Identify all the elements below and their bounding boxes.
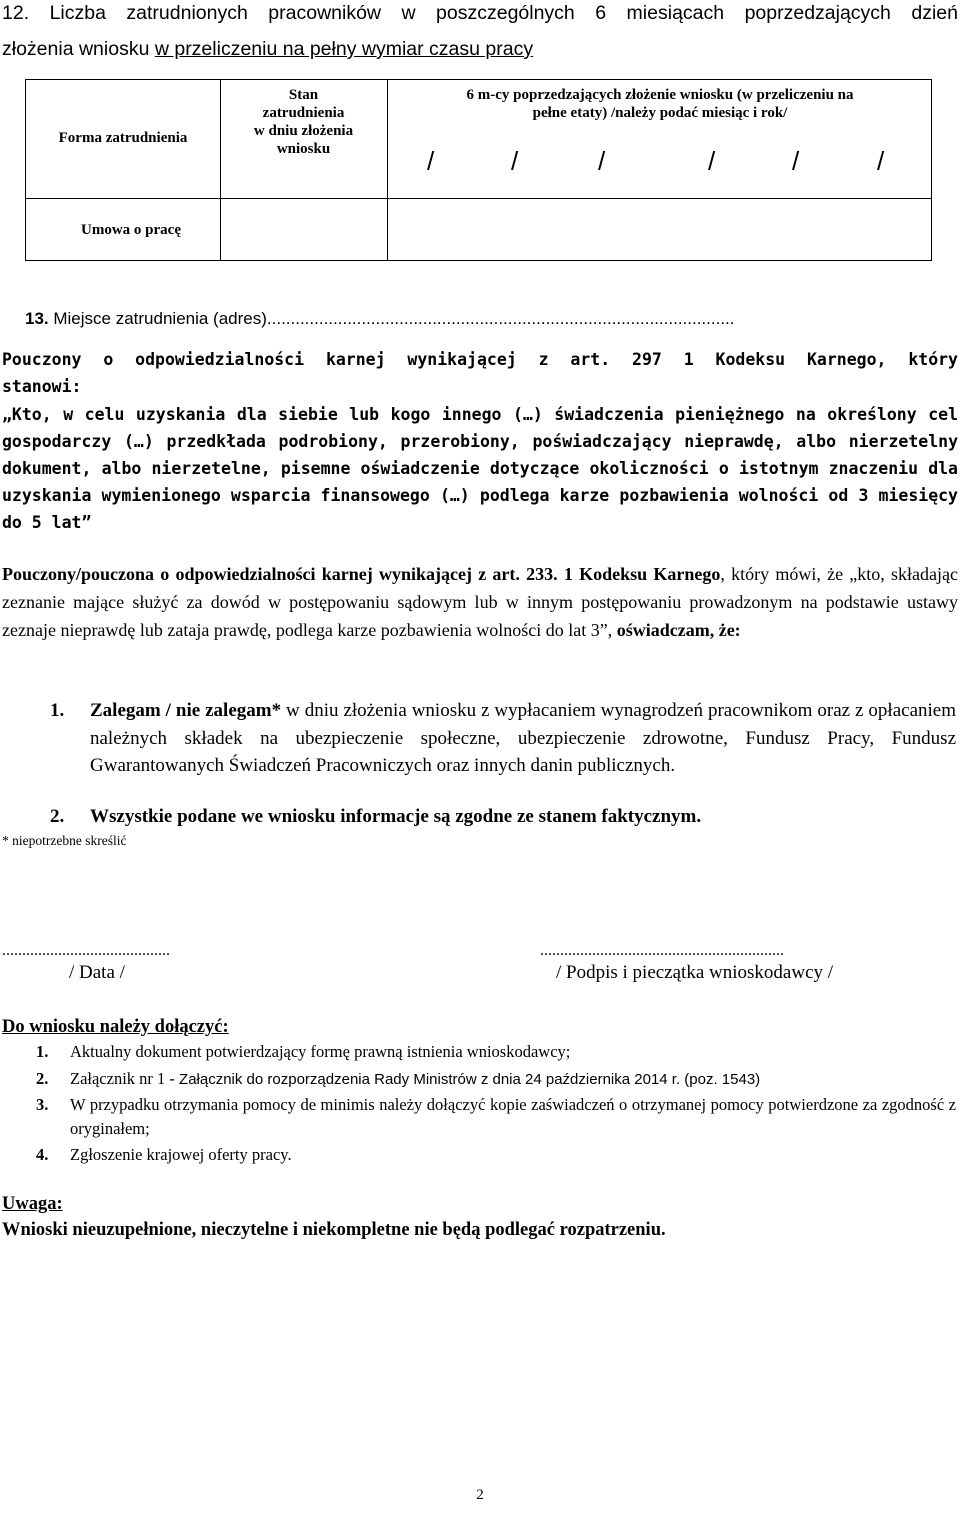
- page-number: 2: [476, 1487, 484, 1503]
- attachment-text: Zgłoszenie krajowej oferty pracy.: [70, 1145, 292, 1164]
- attachment-item: [36, 1143, 956, 1167]
- attachment-item: [36, 1093, 956, 1141]
- notice-art-233-declare: oświadczam, że:: [616, 620, 741, 640]
- section-13-number: 13.: [25, 309, 49, 328]
- month-slot-1[interactable]: /: [427, 146, 435, 176]
- date-label: / Data /: [69, 962, 125, 983]
- declaration-bold: Wszystkie podane we wniosku informacje są zgodne ze stanem faktycznym.: [90, 806, 702, 827]
- header-line: Stan: [288, 87, 319, 103]
- notice-art-233: [2, 560, 958, 644]
- declaration-number: 1.: [50, 700, 65, 721]
- notice-art-233-text: , który mówi, że „kto, składając zeznanie mające służyć za dowód w postępowaniu sądowym lub w innym postępowaniu prowadzonym na podstawie ustawy zeznaje nieprawdę lub zataja prawdę, podlega karze pozbawienia wolności do lat 3”,: [2, 564, 958, 640]
- declaration-item: [50, 697, 956, 780]
- employment-table: [25, 79, 932, 261]
- header-line: w dniu złożenia: [253, 123, 354, 139]
- attachments-title: Do wniosku należy dołączyć:: [2, 1017, 229, 1037]
- section-12-heading-continued: [2, 38, 533, 61]
- month-slot-3[interactable]: /: [598, 146, 606, 176]
- month-slot-2[interactable]: /: [511, 146, 519, 176]
- declaration-choice[interactable]: Zalegam / nie zalegam*: [90, 700, 282, 721]
- declaration-text: [90, 697, 956, 780]
- signature-label: / Podpis i pieczątka wnioskodawcy /: [556, 962, 834, 983]
- section-13-text: Miejsce zatrudnienia (adres)...................................................................................................: [48, 309, 735, 328]
- attachment-number: 1.: [36, 1042, 49, 1061]
- attachment-number: 2.: [36, 1069, 49, 1088]
- attachment-item: [36, 1067, 956, 1092]
- month-slot-5[interactable]: /: [792, 146, 800, 176]
- header-line: pełne etaty) /należy podać miesiąc i rok/: [532, 105, 788, 121]
- attachment-text: [70, 1067, 956, 1092]
- notice-art-233-bold: Pouczony/pouczona o odpowiedzialności karnej wynikającej z art. 233. 1 Kodeksu Karnego: [2, 564, 721, 584]
- declaration-item: [50, 803, 956, 831]
- date-line[interactable]: ..........................................: [2, 942, 170, 959]
- section-12-heading: 12. Liczba zatrudnionych pracowników w poszczególnych 6 miesiącach poprzedzających dzień: [2, 2, 958, 24]
- header-line: 6 m-cy poprzedzających złożenie wniosku (w przeliczeniu na: [466, 87, 854, 103]
- notice-art-297: Pouczony o odpowiedzialności karnej wynikającej z art. 297 1 Kodeksu Karnego, który: [2, 350, 958, 369]
- attachment-text: W przypadku otrzymania pomocy de minimis należy dołączyć kopie zaświadczeń o otrzymanej pomocy potwierdzone za zgodność z oryginałem;: [70, 1095, 956, 1138]
- note-text: Wnioski nieuzupełnione, nieczytelne i niekompletne nie będą podlegać rozpatrzeniu.: [2, 1220, 666, 1240]
- attachment-number: 4.: [36, 1145, 49, 1164]
- header-six-months: [387, 86, 933, 122]
- section-13-workplace-address: [25, 309, 735, 329]
- attachment-text-b: Załącznik do rozporządzenia Rady Ministrów z dnia 24 października 2014 r. (poz. 1543): [179, 1071, 761, 1088]
- footnote: * niepotrzebne skreślić: [2, 833, 127, 848]
- row-label-employment-contract: Umowa o pracę: [81, 222, 181, 238]
- attachment-text: Aktualny dokument potwierdzający formę prawną istnienia wnioskodawcy;: [70, 1042, 571, 1061]
- attachment-item: [36, 1040, 956, 1064]
- notice-art-297-quote: „Kto, w celu uzyskania dla siebie lub kogo innego (…) świadczenia pieniężnego na określony cel gospodarczy (…) przedkłada podrobiony, przerobiony, poświadczający nieprawdę, albo nierzetelny dokument, albo nierzetelne, pisemne oświadczenie dotyczące okoliczności o istotnym znaczeniu dla uzyskania wymienionego wsparcia finansowego (…) podlega karze pozbawienia wolności od 3 miesięcy do 5 lat”: [2, 405, 958, 532]
- attachment-number: 3.: [36, 1095, 49, 1114]
- declaration-text: [90, 803, 956, 831]
- note-title: Uwaga:: [2, 1194, 63, 1214]
- header-line: wniosku: [276, 141, 331, 157]
- attachment-text-a: Załącznik nr 1 -: [70, 1069, 180, 1088]
- table-row-divider: [26, 198, 931, 199]
- signature-line[interactable]: .............................................................: [540, 942, 784, 959]
- notice-art-297-continued: stanowi:: [2, 377, 82, 396]
- heading-plain-part: złożenia wniosku: [2, 38, 155, 60]
- month-slot-6[interactable]: /: [877, 146, 885, 176]
- declaration-number: 2.: [50, 806, 65, 827]
- header-employment-form: Forma zatrudnienia: [58, 130, 188, 146]
- month-slot-4[interactable]: /: [708, 146, 716, 176]
- header-line: zatrudnienia: [262, 105, 345, 121]
- header-employment-status: [220, 86, 387, 158]
- heading-emphasis: w przeliczeniu na pełny wymiar czasu pracy: [154, 38, 534, 60]
- declaration-body: w dniu złożenia wniosku z wypłacaniem wynagrodzeń pracownikom oraz z opłacaniem należnych składek na ubezpieczenie społeczne, ubezpieczenie zdrowotne, Fundusz Pracy, Fundusz Gwarantowanych Świadczeń Pracowniczych oraz innych danin publicznych.: [90, 700, 956, 776]
